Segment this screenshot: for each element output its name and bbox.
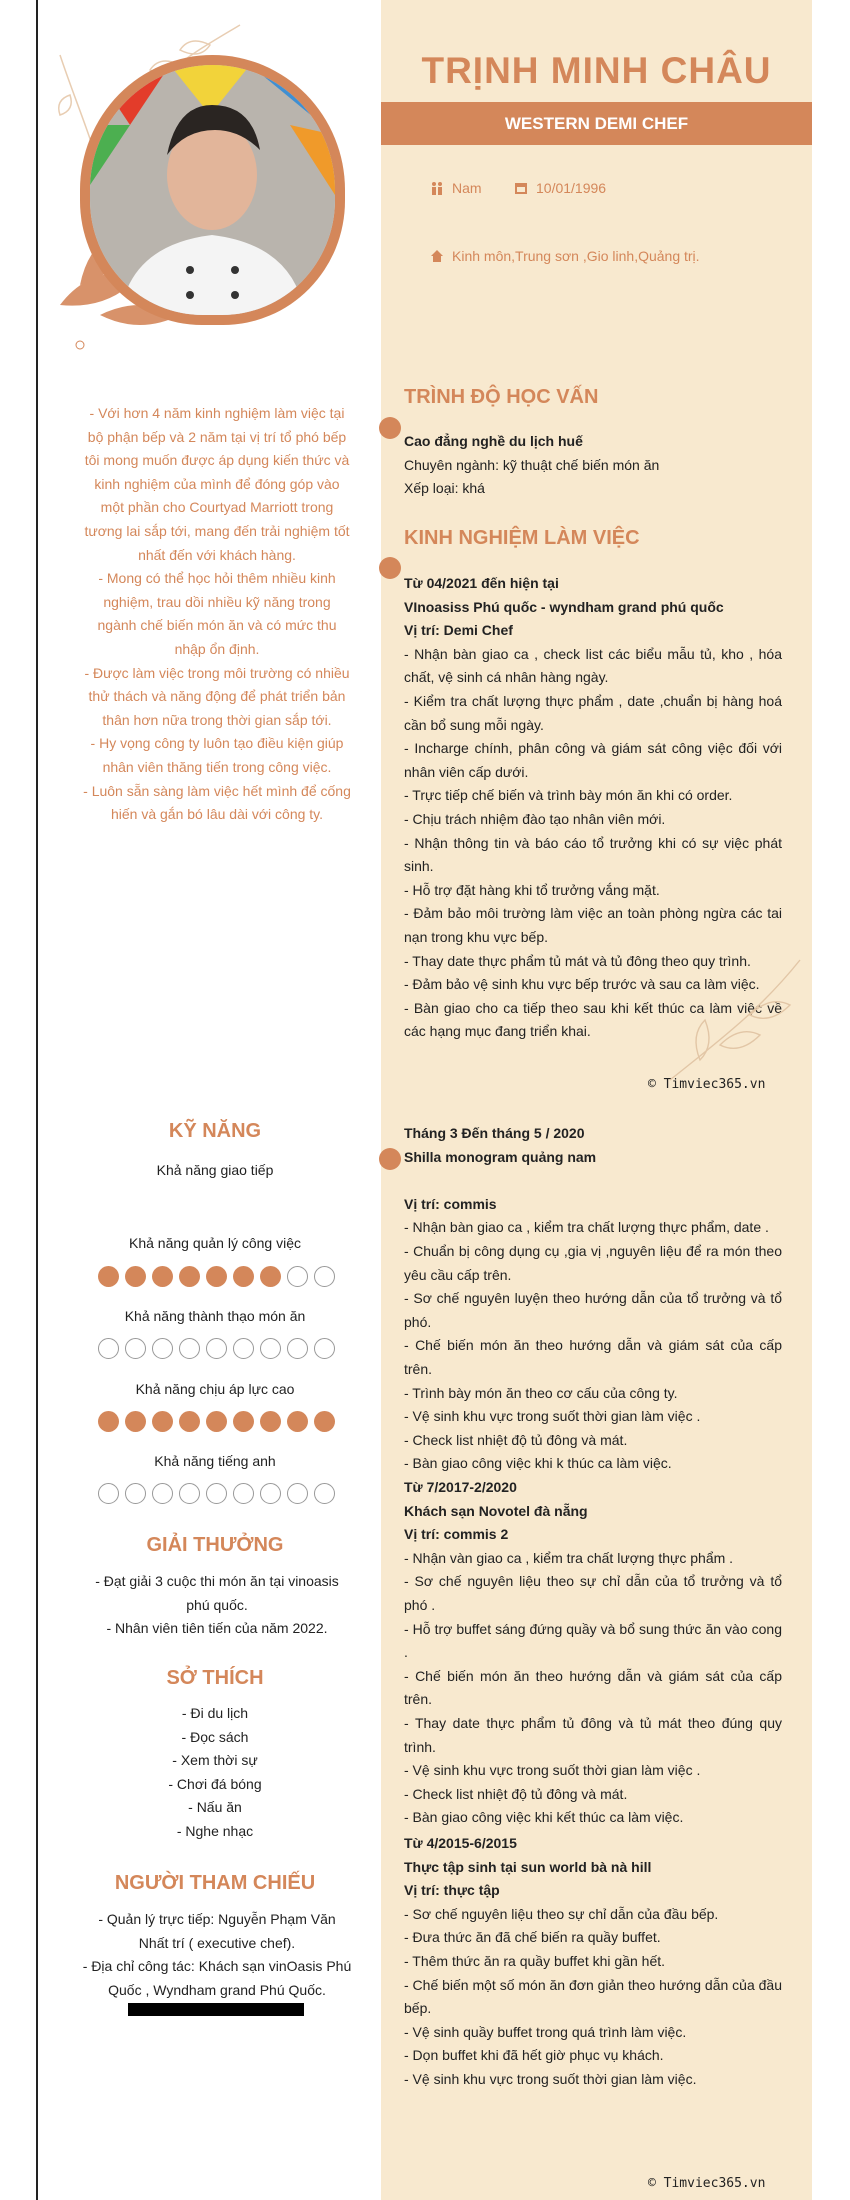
duty-item: - Chế biến món ăn theo hướng dẫn và giám sát của cấp trên. [404, 1337, 782, 1377]
duty-item: - Hỗ trợ buffet sáng đứng quầy và bổ sung thức ăn vào cong . [404, 1620, 782, 1661]
rating-dot-filled [125, 1266, 146, 1287]
rating-dot-empty [179, 1483, 200, 1504]
list-item: - Địa chỉ công tác: Khách sạn vinOasis Phú Quốc , Wyndham grand Phú Quốc. [82, 1958, 352, 1998]
job-period: Từ 04/2021 đến hiện tại [404, 575, 559, 591]
duty-item: - Kiểm tra chất lượng thực phẩm , date ,chuẩn bị hàng hoá cần bổ sung mỗi ngày. [404, 692, 782, 733]
rating-dot-filled [206, 1411, 227, 1432]
list-item: - Quản lý trực tiếp: Nguyễn Phạm Văn Nhất trí ( executive chef). [98, 1911, 336, 1951]
list-item: - Nấu ăn [188, 1799, 242, 1816]
job-block [404, 1476, 782, 1830]
hobbies-list [70, 1702, 360, 1844]
duty-item: - Bàn giao công việc khi k thúc ca làm việc. [404, 1455, 672, 1472]
rating-dot-filled [152, 1411, 173, 1432]
company-name: Thực tập sinh tại sun world bà nà hill [404, 1858, 652, 1875]
list-item: - Xem thời sự [172, 1752, 258, 1769]
list-item: - Đạt giải 3 cuộc thi món ăn tại vinoasis phú quốc. [95, 1573, 339, 1613]
calendar-icon [514, 181, 528, 195]
rating-dot-empty [314, 1266, 335, 1287]
duty-item: - Trình bày món ăn theo cơ cấu của công ty. [404, 1384, 678, 1401]
job-title: WESTERN DEMI CHEF [381, 102, 812, 145]
duty-item: - Bàn giao công việc khi kết thúc ca làm việc. [404, 1809, 684, 1826]
rating-dot-empty [287, 1266, 308, 1287]
job-period: Từ 4/2015-6/2015 [404, 1835, 517, 1851]
rating-dot-empty [152, 1483, 173, 1504]
duty-item: - Chuẩn bị công dụng cụ ,gia vị ,nguyên liệu để ra món theo yêu cầu cấp trên. [404, 1242, 782, 1283]
list-item: - Nhân viên tiên tiến của năm 2022. [106, 1620, 328, 1637]
career-objective [82, 402, 352, 827]
rating-dot-filled [287, 1411, 308, 1432]
awards-list [82, 1570, 352, 1641]
watermark: © Timviec365.vn [648, 1077, 766, 1092]
duty-item: - Đảm bảo vệ sinh khu vực bếp trước và sau ca làm việc. [404, 976, 760, 993]
birthdate-value: 10/01/1996 [536, 180, 607, 196]
duty-item: - Sơ chế nguyên liệu theo sự chỉ dẫn của đầu bếp. [404, 1905, 719, 1922]
rating-dot-filled [179, 1266, 200, 1287]
rating-dot-filled [98, 1411, 119, 1432]
rating-dot-empty [260, 1338, 281, 1359]
skill-label: Khả năng tiếng anh [154, 1453, 276, 1469]
objective-line: - Mong có thể học hỏi thêm nhiều kinh nghiệm, trau dồi nhiều kỹ năng trong ngành chế biến món ăn và có mức thu nhập ổn định. [97, 570, 337, 657]
school-name: Cao đẳng nghề du lịch huế [404, 433, 583, 449]
rating-dot-filled [152, 1266, 173, 1287]
duty-item: - Incharge chính, phân công và giám sát công việc đối với nhân viên cấp dưới. [404, 740, 782, 780]
objective-line: - Với hơn 4 năm kinh nghiệm làm việc tại bộ phận bếp và 2 năm tại vị trí tổ phó bếp tôi mong muốn được áp dụng kiến thức và kinh nghiệm của mình để đóng góp vào một phần cho Courtyad Marriott trong tương lai sắp tới, mang đến trải nghiệm tốt nhất đến với khách hàng. [84, 405, 350, 563]
duty-item: - Check list nhiệt độ tủ đông và mát. [404, 1785, 628, 1802]
job-position: Vị trí: Demi Chef [404, 622, 513, 639]
rating-dot-empty [98, 1483, 119, 1504]
rating-dot-empty [287, 1483, 308, 1504]
rating-dot-empty [206, 1338, 227, 1359]
duty-item: - Vệ sinh khu vực trong suốt thời gian làm việc. [404, 2070, 697, 2087]
skill-rating [98, 1411, 335, 1432]
company-name: Khách sạn Novotel đà nẵng [404, 1502, 588, 1519]
rating-dot-filled [179, 1411, 200, 1432]
skill-label: Khả năng quản lý công việc [128, 1235, 301, 1251]
duty-item: - Vệ sinh quầy buffet trong quá trình làm việc. [404, 2023, 687, 2040]
rating-dot-empty [152, 1338, 173, 1359]
duty-item: - Vệ sinh khu vực trong suốt thời gian làm việc . [404, 1762, 701, 1779]
leaf-decoration-icon [660, 950, 810, 1090]
experience-title: KINH NGHIỆM LÀM VIỆC [404, 527, 640, 549]
timeline-marker [379, 557, 401, 579]
skill-rating [98, 1266, 335, 1287]
education-block [404, 430, 782, 501]
skill-label: Khả năng chịu áp lực cao [135, 1381, 295, 1397]
duty-item: - Đảm bảo môi trường làm việc an toàn phòng ngừa các tai nạn trong khu vực bếp. [404, 905, 782, 945]
skill-rating [98, 1483, 335, 1504]
objective-line: - Được làm việc trong môi trường có nhiều thử thách và năng động để phát triển bản thân hơn nữa trong thời gian sắp tới. [84, 664, 350, 728]
list-item: - Chơi đá bóng [168, 1775, 262, 1792]
birthdate-info [514, 180, 606, 196]
rating-dot-filled [314, 1411, 335, 1432]
awards-title: GIẢI THƯỞNG [146, 1534, 284, 1556]
company-name: VInoasiss Phú quốc - wyndham grand phú quốc [404, 598, 724, 615]
rating-dot-empty [206, 1483, 227, 1504]
duty-item: - Chế biến món ăn theo hướng dẫn và giám sát của cấp trên. [404, 1667, 782, 1708]
skill-label: Khả năng thành thạo món ăn [124, 1308, 306, 1324]
job-position: Vị trí: commis 2 [404, 1526, 509, 1543]
duty-item: - Nhận bàn giao ca , check list các biểu mẫu tủ, kho , hóa chất, vệ sinh cá nhân hàng ngày. [404, 645, 782, 686]
skills-title: KỸ NĂNG [168, 1120, 262, 1142]
list-item: - Nghe nhạc [176, 1822, 254, 1839]
rating-dot-empty [179, 1338, 200, 1359]
references-list [82, 1908, 352, 2002]
rating-dot-filled [125, 1411, 146, 1432]
job-period: Tháng 3 Đến tháng 5 / 2020 [404, 1125, 585, 1141]
person-icon [430, 181, 444, 195]
rating-dot-filled [260, 1411, 281, 1432]
company-name: Shilla monogram quảng nam [404, 1148, 597, 1165]
redacted-contact [128, 2003, 304, 2016]
rating-dot-empty [125, 1338, 146, 1359]
rating-dot-empty [233, 1483, 254, 1504]
home-icon [430, 249, 444, 263]
duty-item: - Nhận thông tin và báo cáo tổ trưởng khi có sự việc phát sinh. [404, 834, 782, 875]
rating-dot-empty [98, 1338, 119, 1359]
hobbies-title: SỞ THÍCH [166, 1667, 264, 1689]
gender-info [430, 180, 482, 196]
timeline-marker [379, 1148, 401, 1170]
list-item: - Đọc sách [181, 1728, 249, 1745]
address-value: Kinh môn,Trung sơn ,Gio linh,Quảng trị. [452, 248, 700, 264]
right-margin [812, 0, 850, 2200]
job-period: Từ 7/2017-2/2020 [404, 1479, 517, 1495]
duty-item: - Sơ chế nguyên liệu theo sự chỉ dẫn của tổ trưởng và tổ phó . [404, 1573, 782, 1613]
avatar [90, 65, 335, 315]
watermark: © Timviec365.vn [648, 2176, 766, 2191]
rating-dot-filled [233, 1266, 254, 1287]
left-rule [36, 0, 38, 2200]
duty-item: - Thay date thực phẩm tủ mát và tủ đông theo quy trình. [404, 952, 751, 969]
address-info [430, 248, 700, 264]
rating-dot-empty [314, 1483, 335, 1504]
duty-item: - Hỗ trợ đặt hàng khi tổ trưởng vắng mặt. [404, 881, 660, 898]
grade: Xếp loại: khá [404, 480, 485, 497]
rating-dot-empty [233, 1338, 254, 1359]
skill-label: Khả năng giao tiếp [156, 1162, 274, 1178]
references-title: NGƯỜI THAM CHIẾU [114, 1872, 316, 1894]
rating-dot-filled [260, 1266, 281, 1287]
duty-item: - Thay date thực phẩm tủ đông và tủ mát theo đúng quy trình. [404, 1714, 782, 1755]
objective-line: - Hy vọng công ty luôn tạo điều kiện giúp nhân viên thăng tiến trong công việc. [90, 735, 344, 775]
duty-item: - Chế biến một số món ăn đơn giản theo hướng dẫn của đầu bếp. [404, 1976, 782, 2017]
duty-item: - Vệ sinh khu vực trong suốt thời gian làm việc . [404, 1408, 701, 1425]
gender-value: Nam [452, 180, 482, 196]
rating-dot-empty [260, 1483, 281, 1504]
job-block [404, 1122, 782, 1476]
objective-line: - Luôn sẵn sàng làm việc hết mình để cống hiến và gắn bó lâu dài với công ty. [83, 782, 351, 823]
timeline-marker [379, 417, 401, 439]
skill-rating [98, 1338, 335, 1359]
rating-dot-empty [125, 1483, 146, 1504]
job-position: Vị trí: thực tập [404, 1882, 500, 1899]
list-item: - Đi du lịch [181, 1705, 249, 1721]
duty-item: - Sơ chế nguyên luyện theo hướng dẫn của tổ trưởng và tổ phó. [404, 1290, 782, 1330]
rating-dot-filled [98, 1266, 119, 1287]
duty-item: - Đưa thức ăn đã chế biến ra quầy buffet. [404, 1929, 661, 1946]
duty-item: - Nhận vàn giao ca , kiểm tra chất lượng thực phẩm . [404, 1549, 734, 1566]
major: Chuyên ngành: kỹ thuật chế biến món ăn [404, 456, 660, 473]
duty-item: - Check list nhiệt độ tủ đông và mát. [404, 1431, 628, 1448]
job-block [404, 1832, 782, 2092]
rating-dot-empty [314, 1338, 335, 1359]
job-position: Vị trí: commis [404, 1195, 497, 1212]
duty-item: - Dọn buffet khi đã hết giờ phục vụ khách. [404, 2047, 664, 2064]
duty-item: - Thêm thức ăn ra quầy buffet khi gần hết. [404, 1952, 666, 1969]
spacer [404, 1169, 782, 1193]
duty-item: - Bàn giao cho ca tiếp theo sau khi kết thúc ca làm việc về các hạng mục đang triển khai. [404, 999, 782, 1040]
duty-item: - Chịu trách nhiệm đào tạo nhân viên mới. [404, 810, 666, 827]
education-title: TRÌNH ĐỘ HỌC VẤN [404, 386, 599, 408]
duty-item: - Nhận bàn giao ca , kiểm tra chất lượng thực phẩm, date . [404, 1219, 769, 1236]
candidate-name: TRỊNH MINH CHÂU [421, 50, 772, 91]
rating-dot-empty [287, 1338, 308, 1359]
rating-dot-filled [206, 1266, 227, 1287]
duty-item: - Trực tiếp chế biến và trình bày món ăn khi có order. [404, 787, 733, 804]
rating-dot-filled [233, 1411, 254, 1432]
